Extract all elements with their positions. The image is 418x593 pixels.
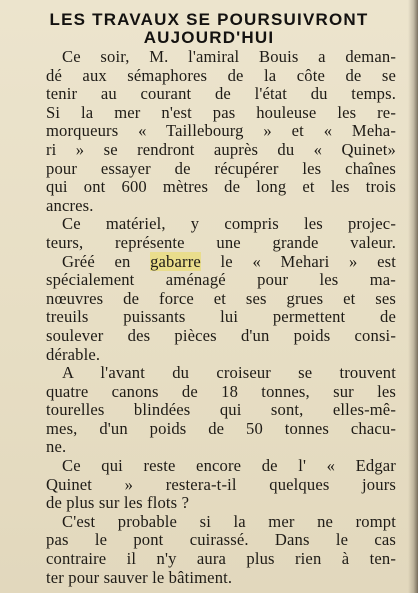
text-line: dé aux sémaphores de la côte de se	[46, 65, 396, 85]
text-line: contraire il n'y aura plus rien à ten-	[46, 549, 396, 569]
text-line: Ce qui reste encore de l' « Edgar	[62, 456, 396, 476]
text-line: Si la mer n'est pas houleuse les re-	[46, 102, 396, 122]
headline-line-1: LES TRAVAUX SE POURSUIVRONT	[49, 10, 369, 29]
text-line: mes, d'un poids de 50 tonnes chacu-	[46, 418, 396, 438]
text-line: morqueurs « Taillebourg » et « Meha-	[46, 121, 396, 141]
text-line: tourelles blindées qui sont, elles-mê-	[46, 400, 396, 420]
text-line: de plus sur les flots ?	[46, 493, 190, 513]
text-line: Ce matériel, y compris les projec-	[62, 214, 396, 234]
text-line: spécialement aménagé pour les ma-	[46, 270, 396, 290]
text-line: soulever des pièces d'un poids consi-	[46, 325, 396, 345]
text-line: Quinet » restera-t-il quelques jours	[46, 474, 396, 494]
text-line: ne.	[46, 437, 67, 457]
text-line: A l'avant du croiseur se trouvent	[62, 363, 396, 383]
text-line: quatre canons de 18 tonnes, sur les	[46, 381, 396, 401]
text-line: dérable.	[46, 344, 101, 364]
text-line: C'est probable si la mer ne rompt	[62, 511, 396, 531]
page-fold-shadow	[408, 0, 418, 593]
headline-line-2: AUJOURD'HUI	[143, 28, 275, 47]
text-line: teurs, représente une grande valeur.	[46, 232, 396, 252]
text-line: pour essayer de récupérer les chaînes	[46, 158, 396, 178]
text-line-highlighted: Gréé en gabarre le « Mehari » est	[62, 251, 396, 271]
text-line: treuils puissants lui permettent de	[46, 307, 396, 327]
text-line: nœuvres de force et ses grues et ses	[46, 288, 396, 308]
search-highlight: gabarre	[150, 251, 201, 271]
article-body	[46, 48, 396, 587]
text-line: tenir au courant de l'état du temps.	[46, 84, 396, 104]
text-line: Ce soir, M. l'amiral Bouis a deman-	[62, 47, 396, 66]
text-line: qui ont 600 mètres de long et les trois	[46, 177, 396, 197]
text-line: pas le pont cuirassé. Dans le cas	[46, 530, 396, 550]
text-line: ancres.	[46, 195, 94, 215]
text-line: ter pour sauver le bâtiment.	[46, 567, 233, 587]
text-line: ri » se rendront auprès du « Quinet»	[46, 139, 396, 159]
